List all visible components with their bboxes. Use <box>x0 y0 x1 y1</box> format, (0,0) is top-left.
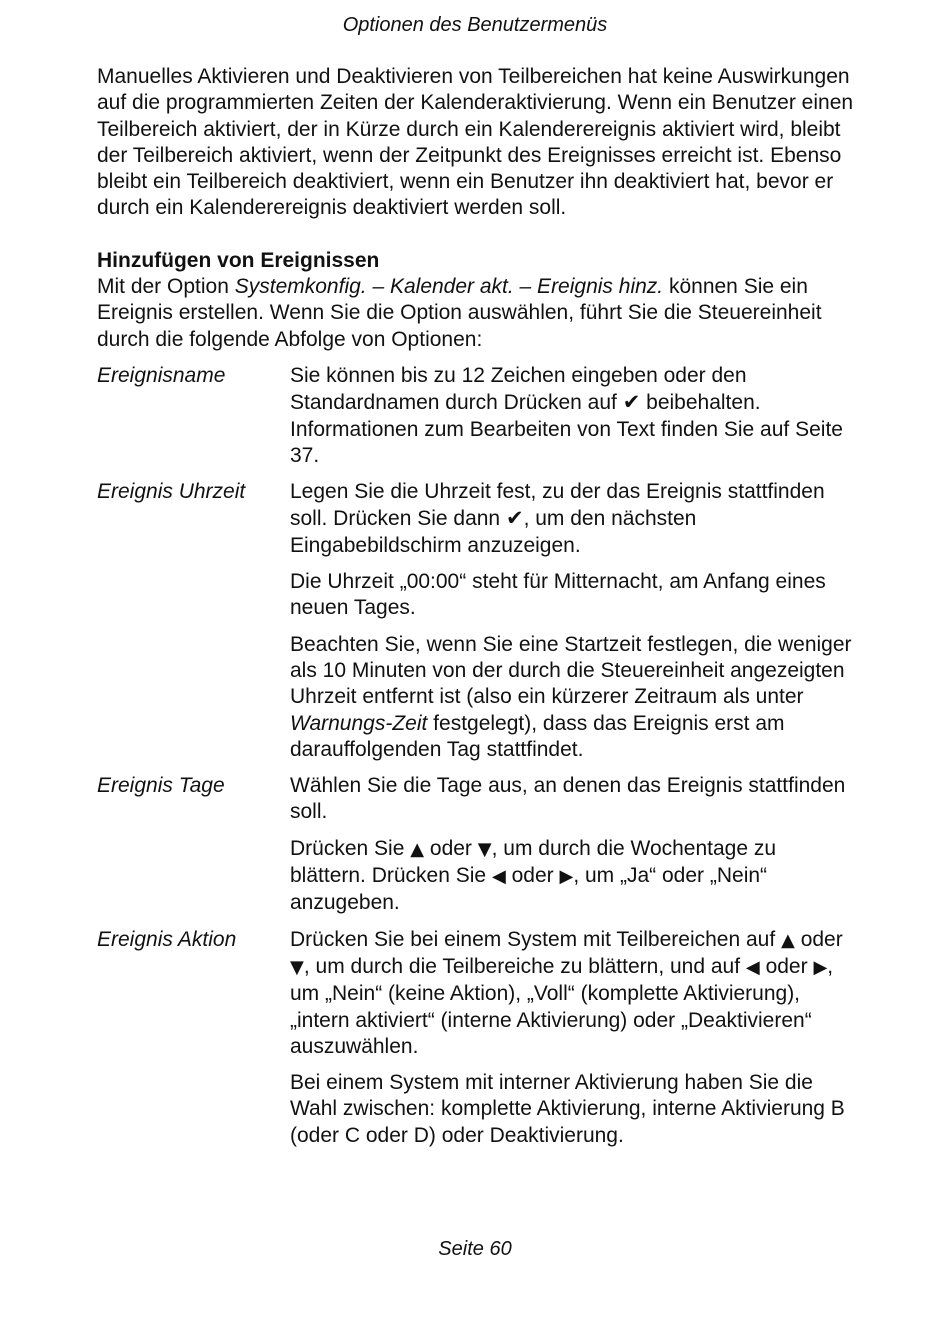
definition-paragraph: Die Uhrzeit „00:00“ steht für Mitternacht, am Anfang eines neuen Tages. <box>290 570 826 620</box>
definition-ereignis-aktion <box>97 927 857 1149</box>
text-run: , um durch die Wochentage zu blättern. Drücken Sie <box>290 836 777 888</box>
text-run: , um durch die Teilbereiche zu blättern, und auf <box>303 954 746 978</box>
arrow-left-icon: ◀ <box>745 956 760 978</box>
checkmark-icon: ✔ <box>505 506 524 531</box>
definition-ereignis-uhrzeit <box>97 479 857 763</box>
definition-text <box>290 927 857 1149</box>
text-run: festgelegt), dass das Ereignis erst am darauffolgenden Tag stattfindet. <box>290 711 785 761</box>
definition-ereignisname <box>97 363 857 469</box>
option-name: Warnungs-Zeit <box>290 711 428 735</box>
checkmark-icon: ✔ <box>622 390 641 415</box>
definition-ereignis-tage <box>97 773 857 916</box>
text-run: Drücken Sie <box>290 836 411 860</box>
term-label: Ereignis Uhrzeit <box>97 480 246 504</box>
definition-paragraph <box>290 836 857 917</box>
definition-paragraph: Wählen Sie die Tage aus, an denen das Ereignis stattfinden soll. <box>290 774 846 824</box>
definition-paragraph <box>290 632 857 763</box>
definition-paragraph <box>290 363 857 469</box>
section-heading: Hinzufügen von Ereignissen <box>97 248 380 272</box>
text-run: , um „Nein“ (keine Aktion), „Voll“ (komplette Aktivierung), „intern aktiviert“ (interne Aktivierung) oder „Deaktivieren“ auszuwählen. <box>290 954 834 1058</box>
text-run: Legen Sie die Uhrzeit fest, zu der das Ereignis stattfinden soll. Drücken Sie dann <box>290 480 825 531</box>
arrow-left-icon: ◀ <box>491 866 506 888</box>
intro-paragraph: Manuelles Aktivieren und Deaktivieren von Teilbereichen hat keine Auswirkungen auf die programmierten Zeiten der Kalenderaktivierung. Wenn ein Benutzer einen Teilbereich aktiviert, der in Kürze durch ein Kalenderereignis aktiviert wird, bleibt der Teilbereich aktiviert, wenn der Zeitpunkt des Ereignisses erreicht ist. Ebenso bleibt ein Teilbereich deaktiviert, wenn ein Benutzer ihn deaktiviert hat, bevor er durch ein Kalenderereignis deaktiviert werden soll. <box>97 65 854 220</box>
text-run: Beachten Sie, wenn Sie eine Startzeit festlegen, die weniger als 10 Minuten von der durch die Steuereinheit angezeigten Uhrzeit entfernt ist (also ein kürzerer Zeitraum als unter <box>290 632 852 709</box>
definition-text <box>290 363 857 469</box>
arrow-up-icon: ▲ <box>410 838 425 860</box>
menu-path: Systemkonfig. – Kalender akt. – Ereignis hinz. <box>234 275 664 299</box>
text-run: oder <box>424 836 478 860</box>
arrow-right-icon: ▶ <box>813 956 828 978</box>
arrow-down-icon: ▼ <box>290 956 304 978</box>
text-run: Drücken Sie bei einem System mit Teilbereichen auf <box>290 927 782 951</box>
arrow-up-icon: ▲ <box>781 929 795 951</box>
text-run: , um den nächsten Eingabebildschirm anzuzeigen. <box>290 507 697 557</box>
definition-paragraph: Bei einem System mit interner Aktivierung haben Sie die Wahl zwischen: komplette Aktivierung, interne Aktivierung B (oder C oder D) oder Deaktivierung. <box>290 1071 845 1147</box>
text-run: Sie können bis zu 12 Zeichen eingeben oder den Standardnamen durch Drücken auf <box>290 363 747 415</box>
definition-paragraph <box>290 927 857 1060</box>
definition-paragraph <box>290 479 857 559</box>
term-label: Ereignisname <box>97 363 226 387</box>
text-run: oder <box>794 927 843 951</box>
section-lead <box>97 274 857 353</box>
term-label: Ereignis Aktion <box>97 927 237 951</box>
arrow-right-icon: ▶ <box>559 866 574 888</box>
term-label: Ereignis Tage <box>97 774 225 798</box>
page-number: Seite 60 <box>438 1238 512 1260</box>
lead-suffix: können Sie ein Ereignis erstellen. Wenn Sie die Option auswählen, führt Sie die Steuereinheit durch die folgende Abfolge von Optionen: <box>97 275 822 351</box>
lead-prefix: Mit der Option <box>97 275 235 299</box>
definition-text <box>290 773 857 916</box>
arrow-down-icon: ▼ <box>477 838 492 860</box>
text-run: , um „Ja“ oder „Nein“ anzugeben. <box>290 864 768 915</box>
text-run: beibehalten. Informationen zum Bearbeiten von Text finden Sie auf Seite 37. <box>290 391 843 467</box>
definition-text <box>290 479 857 763</box>
text-run: oder <box>505 864 560 888</box>
text-run: oder <box>759 954 814 978</box>
document-body <box>97 64 857 1159</box>
running-header: Optionen des Benutzermenüs <box>342 14 608 36</box>
